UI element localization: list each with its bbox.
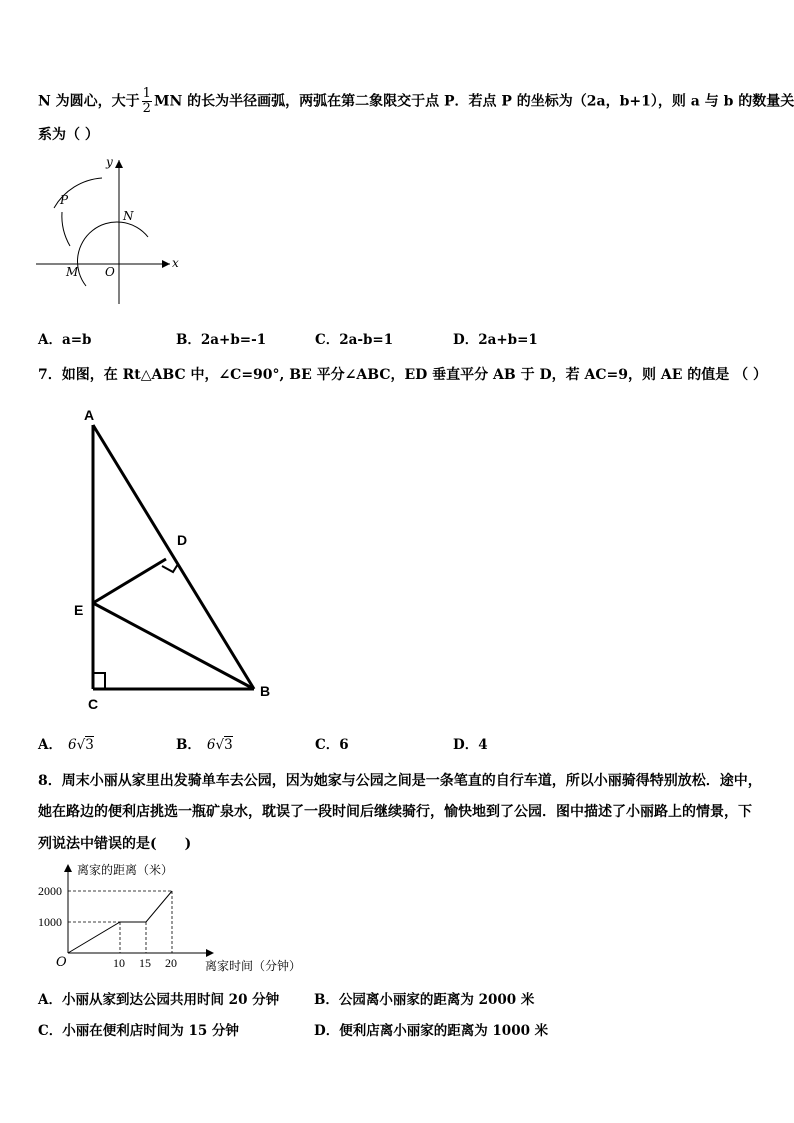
q6-option-a: A．a=b	[38, 332, 92, 348]
label-y: y	[106, 155, 113, 169]
q6-option-b: B．2a+b=-1	[176, 332, 267, 348]
label-D: D	[177, 532, 188, 548]
label-A: A	[84, 407, 95, 423]
q7-triangle-figure	[70, 400, 290, 720]
label-C: C	[88, 696, 99, 712]
chart-xtick-15: 15	[139, 956, 151, 970]
chart-origin-label: O	[56, 955, 67, 970]
q7-option-d: D．4	[453, 737, 488, 753]
sqrt-symbol: √	[76, 737, 86, 753]
chart-ytick-2000: 2000	[38, 884, 62, 898]
label-P: P	[60, 193, 69, 207]
chart-xtick-20: 20	[165, 956, 177, 970]
fraction-one-half	[142, 87, 152, 116]
q6-stem-line2: 系为（ ）	[38, 127, 99, 143]
q8-distance-time-chart	[30, 858, 330, 978]
q7-option-b	[176, 733, 233, 753]
q7-option-b-label: B．	[176, 737, 201, 753]
chart-y-axis-label: 离家的距离（米）	[77, 863, 174, 877]
label-O: O	[105, 265, 115, 279]
chart-ytick-1000: 1000	[38, 915, 62, 929]
chart-xtick-10: 10	[113, 956, 125, 970]
q8-option-c: C．小丽在便利店时间为 15 分钟	[38, 1023, 239, 1039]
q8-option-a: A．小丽从家到达公园共用时间 20 分钟	[38, 992, 280, 1008]
q7-option-b-radicand: 3	[224, 737, 233, 753]
q7-option-a-label: A．	[38, 737, 62, 753]
q8-stem-line3: 列说法中错误的是( )	[38, 836, 192, 852]
q6-option-c: C．2a-b=1	[315, 332, 394, 348]
q8-option-d: D．便利店离小丽家的距离为 1000 米	[314, 1023, 549, 1039]
fraction-numerator: 1	[142, 86, 151, 101]
q8-stem-line2: 她在路边的便利店挑选一瓶矿泉水，耽误了一段时间后继续骑行，愉快地到了公园．图中描述了小丽路上的情景，下	[38, 804, 752, 820]
label-M: M	[66, 265, 79, 279]
label-x: x	[172, 256, 179, 270]
q6-figure	[30, 150, 190, 310]
q6-stem-line1	[38, 87, 794, 116]
label-B: B	[260, 683, 271, 699]
q7-stem: 7．如图，在 Rt△ABC 中，∠C=90°, BE 平分∠ABC，ED 垂直平分 AB 于 D，若 AC=9，则 AE 的值是 （ ）	[38, 367, 768, 383]
fraction-denominator: 2	[142, 101, 151, 116]
q7-option-b-coef: 6	[206, 737, 216, 753]
q7-option-c: C．6	[315, 737, 349, 753]
q8-option-b: B．公园离小丽家的距离为 2000 米	[314, 992, 535, 1008]
q7-option-a	[38, 733, 94, 753]
q7-option-a-radicand: 3	[85, 737, 94, 753]
q6-stem-pre: N 为圆心，大于	[38, 93, 140, 110]
q6-option-d: D．2a+b=1	[453, 332, 538, 348]
q6-stem-post: MN 的长为半径画弧，两弧在第二象限交于点 P．若点 P 的坐标为（2a，b+1），则 a 与 b 的数量关	[153, 93, 794, 110]
q8-stem-line1: 8．周末小丽从家里出发骑单车去公园，因为她家与公园之间是一条笔直的自行车道，所以小丽骑得特别放松．途中，	[38, 773, 762, 789]
label-N: N	[123, 209, 134, 223]
label-E: E	[74, 602, 84, 618]
q7-option-a-coef: 6	[67, 737, 77, 753]
sqrt-symbol: √	[215, 737, 225, 753]
chart-x-axis-label: 离家时间（分钟）	[205, 959, 302, 973]
